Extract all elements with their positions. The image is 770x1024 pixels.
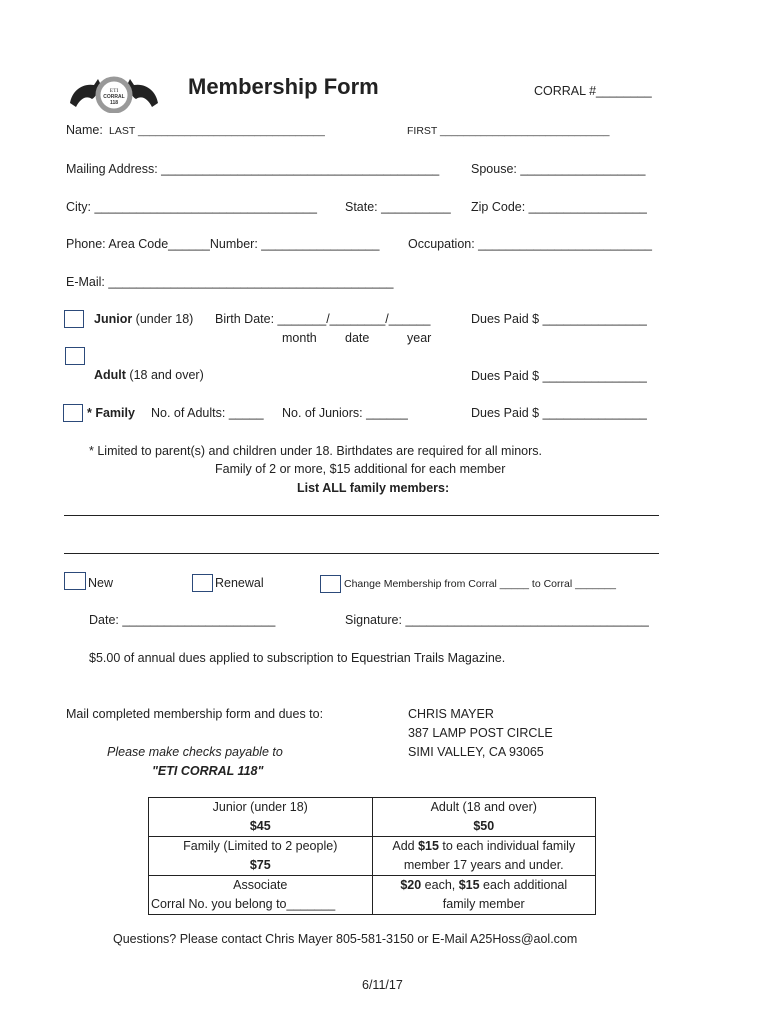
- state-field[interactable]: State: __________: [345, 200, 451, 214]
- adults-count-field[interactable]: No. of Adults: _____: [151, 406, 264, 420]
- family-member-line-1[interactable]: [64, 515, 659, 516]
- adult-dues-price: $50: [473, 819, 495, 833]
- assoc-mid: each,: [421, 878, 459, 892]
- address-city: SIMI VALLEY, CA 93065: [408, 745, 544, 759]
- name-label: Name:: [66, 123, 103, 137]
- adult-label-bold: Adult: [94, 368, 126, 382]
- first-name-field[interactable]: FIRST _____________________________: [407, 125, 610, 137]
- family-additional-line2: member 17 years and under.: [403, 858, 564, 872]
- adult-label-rest: (18 and over): [125, 368, 204, 382]
- email-field[interactable]: E-Mail: _________________________________________: [66, 275, 394, 289]
- form-date: 6/11/17: [362, 978, 403, 992]
- junior-checkbox[interactable]: [64, 310, 84, 328]
- date-caption: date: [345, 331, 370, 345]
- family-add-amount: $15: [418, 839, 439, 853]
- renewal-label: Renewal: [215, 576, 264, 590]
- family-add-pre: Add: [392, 839, 419, 853]
- adult-dues-label: Adult (18 and over): [430, 800, 537, 814]
- adult-dues-field[interactable]: Dues Paid $ _______________: [471, 369, 647, 383]
- table-row: [149, 798, 596, 837]
- page-title: Membership Form: [188, 74, 379, 99]
- questions-contact: Questions? Please contact Chris Mayer 805-581-3150 or E-Mail A25Hoss@aol.com: [113, 932, 578, 946]
- change-membership-checkbox[interactable]: [320, 575, 341, 593]
- associate-dues-cell: [372, 876, 596, 915]
- payable-note: Please make checks payable to: [107, 745, 283, 759]
- mailing-address-field[interactable]: Mailing Address: ________________________________________: [66, 162, 440, 176]
- assoc-post: each additional: [479, 878, 568, 892]
- family-additional-cell: [372, 837, 596, 876]
- junior-label-rest: (under 18): [132, 312, 194, 326]
- month-caption: month: [282, 331, 317, 345]
- family-dues-cell: [149, 837, 373, 876]
- corral-number-field[interactable]: CORRAL #________: [534, 84, 652, 98]
- limited-note: * Limited to parent(s) and children under 18. Birthdates are required for all minors.: [89, 444, 543, 458]
- adult-dues-cell: [372, 798, 596, 837]
- date-field[interactable]: Date: ______________________: [89, 613, 276, 627]
- table-row: [149, 837, 596, 876]
- family-additional-line1: [373, 837, 596, 856]
- change-membership-label: Change Membership from Corral _____ to Corral _______: [344, 578, 616, 590]
- juniors-count-field[interactable]: No. of Juniors: ______: [282, 406, 408, 420]
- logo-118-text: 118: [109, 100, 119, 106]
- adult-label: [94, 368, 204, 382]
- associate-label: Associate: [233, 878, 288, 892]
- list-members-heading: List ALL family members:: [297, 481, 450, 495]
- zip-code-field[interactable]: Zip Code: _________________: [471, 200, 647, 214]
- family-dues-field[interactable]: Dues Paid $ _______________: [471, 406, 647, 420]
- family-extra-note: Family of 2 or more, $15 additional for each member: [215, 462, 506, 476]
- family-checkbox[interactable]: [63, 404, 83, 422]
- dues-table: [148, 797, 596, 915]
- logo-corral-text: CORRAL: [103, 94, 125, 100]
- family-dues-label: Family (Limited to 2 people): [183, 839, 338, 853]
- junior-dues-label: Junior (under 18): [212, 800, 308, 814]
- logo-eti-text: ETI: [109, 88, 119, 94]
- payee-name: "ETI CORRAL 118": [152, 764, 264, 778]
- junior-dues-field[interactable]: Dues Paid $ _______________: [471, 312, 647, 326]
- city-field[interactable]: City: ________________________________: [66, 200, 317, 214]
- associate-cell: [149, 876, 373, 915]
- eti-corral-logo: [68, 73, 160, 113]
- address-street: 387 LAMP POST CIRCLE: [408, 726, 553, 740]
- assoc-amount-2: $15: [458, 878, 480, 892]
- renewal-checkbox[interactable]: [192, 574, 213, 592]
- junior-dues-price: $45: [249, 819, 271, 833]
- last-name-field[interactable]: LAST ________________________________: [109, 125, 325, 137]
- phone-field[interactable]: Phone: Area Code______Number: _________________: [66, 237, 380, 251]
- junior-label: [94, 312, 193, 326]
- associate-dues-line1: [373, 876, 596, 895]
- family-dues-price: $75: [249, 858, 271, 872]
- dues-subscription-note: $5.00 of annual dues applied to subscription to Equestrian Trails Magazine.: [89, 651, 506, 665]
- new-checkbox[interactable]: [64, 572, 86, 590]
- new-label: New: [88, 576, 114, 590]
- family-label: * Family: [87, 406, 135, 420]
- adult-checkbox[interactable]: [65, 347, 85, 365]
- address-name: CHRIS MAYER: [408, 707, 494, 721]
- associate-corral-field[interactable]: Corral No. you belong to_______: [151, 897, 336, 911]
- table-row: [149, 876, 596, 915]
- associate-dues-line2: family member: [442, 897, 525, 911]
- signature-field[interactable]: Signature: ___________________________________: [345, 613, 649, 627]
- assoc-amount-1: $20: [400, 878, 422, 892]
- mail-instruction: Mail completed membership form and dues to:: [66, 707, 324, 721]
- family-add-post: to each individual family: [438, 839, 576, 853]
- spouse-field[interactable]: Spouse: __________________: [471, 162, 646, 176]
- family-member-line-2[interactable]: [64, 553, 659, 554]
- junior-dues-cell: [149, 798, 373, 837]
- occupation-field[interactable]: Occupation: _________________________: [408, 237, 652, 251]
- junior-label-bold: Junior: [94, 312, 133, 326]
- year-caption: year: [407, 331, 432, 345]
- birth-date-field[interactable]: Birth Date: _______/________/______: [215, 312, 431, 326]
